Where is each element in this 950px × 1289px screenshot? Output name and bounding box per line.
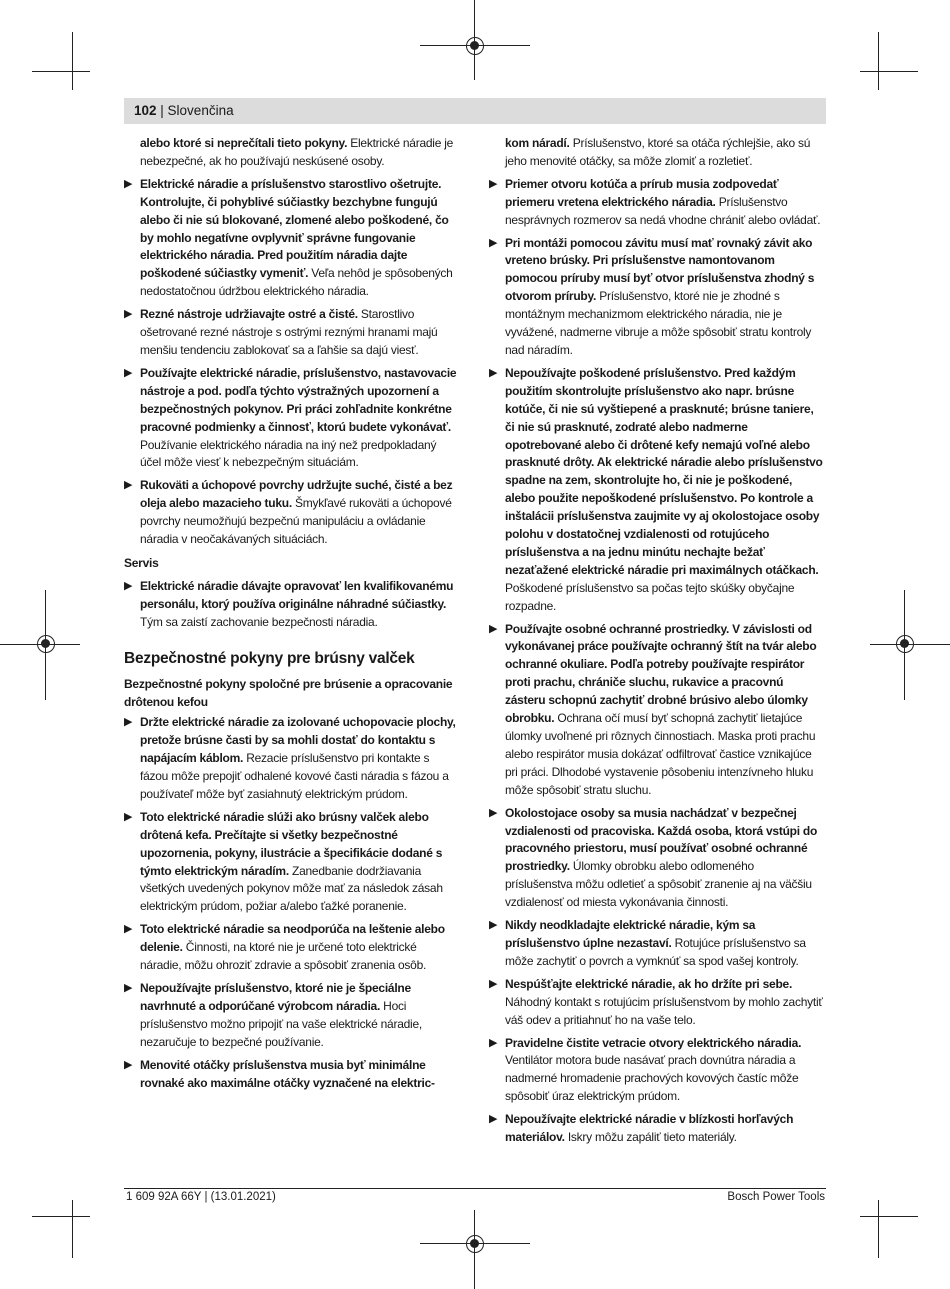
footer-brand: Bosch Power Tools — [727, 1191, 825, 1203]
bold-text: Pri montáži pomocou závitu musí mať rovnaký závit ako vreteno brúsky. Pri príslušenstve namontovanom pomocou príruby musí byť otvor príslušenstva zhodný s otvorom príruby. — [505, 235, 815, 304]
section-title: Bezpečnostné pokyny pre brúsny valček — [124, 649, 415, 667]
bullet-arrow-icon: ▶ — [489, 366, 498, 379]
bold-text: Elektrické náradie a príslušenstvo starostlivo ošetrujte. Kontrolujte, či pohyblivé súčiastky bezchybne fungujú alebo či nie sú blokované, zlomené alebo poškodené, čo by mohlo negatívne ovplyvniť správne fungovanie elektrického náradia. Pred použitím náradia dajte poškodené súčiastky vymeniť. — [140, 176, 449, 281]
body-text: Poškodené príslušenstvo sa počas tejto skúšky obyčajne rozpadne. — [505, 580, 795, 613]
bold-text: Elektrické náradie dávajte opravovať len kvalifikovanému personálu, ktorý používa originálne náhradné súčiastky. — [140, 578, 454, 611]
list-item — [489, 1035, 824, 1107]
bullet-arrow-icon: ▶ — [124, 177, 133, 190]
body-text: Príslušenstvo, ktoré sa otáča rýchlejšie, ako sú jeho menovité otáčky, sa môže zlomiť a rozletieť. — [505, 136, 811, 168]
registration-mark-icon — [896, 635, 914, 653]
registration-mark-icon — [37, 635, 55, 653]
registration-mark-icon — [466, 1235, 484, 1253]
crop-mark — [878, 32, 879, 90]
crop-mark — [860, 71, 918, 72]
list-item — [489, 976, 824, 1030]
bullet-arrow-icon: ▶ — [124, 579, 133, 592]
body-text: Iskry môžu zapáliť tieto materiály. — [564, 1130, 737, 1145]
crop-mark — [32, 71, 90, 72]
column-left — [124, 135, 459, 1097]
bullet-arrow-icon: ▶ — [489, 1113, 498, 1126]
body-text: Činnosti, na ktoré nie je určené toto elektrické náradie, môžu ohroziť zdravie a spôsobiť zranenia osôb. — [140, 940, 427, 973]
footer-doc-id: 1 609 92A 66Y | (13.01.2021) — [126, 1191, 276, 1203]
list-item — [489, 235, 824, 360]
bold-text: Priemer otvoru kotúča a prírub musia zodpovedať priemeru vretena elektrického náradia. — [505, 176, 779, 209]
registration-mark-icon — [466, 37, 484, 55]
crop-mark — [72, 32, 73, 90]
list-item — [124, 477, 459, 549]
bullet-arrow-icon: ▶ — [124, 479, 133, 492]
bullet-arrow-icon: ▶ — [124, 366, 133, 379]
body-text: Tým sa zaistí zachovanie bezpečnosti náradia. — [140, 614, 378, 629]
bullet-arrow-icon: ▶ — [124, 1058, 133, 1071]
list-item — [489, 1111, 824, 1147]
bold-text: kom náradí. — [505, 136, 570, 150]
paragraph — [489, 135, 824, 171]
page-language: Slovenčina — [167, 103, 234, 118]
page-header: 102 | Slovenčina — [134, 103, 234, 118]
list-item — [124, 365, 459, 472]
bullet-arrow-icon: ▶ — [489, 919, 498, 932]
bullet-arrow-icon: ▶ — [489, 806, 498, 819]
list-item — [124, 921, 459, 975]
bold-text: Nikdy neodkladajte elektrické náradie, kým sa príslušenstvo úplne nezastaví. — [505, 918, 756, 950]
paragraph — [124, 135, 459, 171]
crop-mark — [32, 1216, 90, 1217]
list-item — [489, 365, 824, 616]
body-text: Elektrické náradie je nebezpečné, ak ho používajú neskúsené osoby. — [140, 136, 454, 168]
bold-text: Rezné nástroje udržiavajte ostré a čisté. — [140, 307, 358, 322]
bold-text: Držte elektrické náradie za izolované uchopovacie plochy, pretože brúsne časti by sa mohli dostať do kontaktu s napájacím káblom. — [140, 715, 456, 766]
body-text: Používanie elektrického náradia na iný než predpokladaný účel môže viesť k nebezpečným situáciám. — [140, 437, 437, 470]
list-item — [124, 980, 459, 1052]
section-heading-servis: Servis — [124, 555, 159, 570]
body-text: Úlomky obrobku alebo odlomeného príslušenstva môžu odletieť a spôsobiť zranenie aj na väčšiu vzdialenosť od miesta vykonávania činnosti. — [505, 859, 812, 910]
bold-text: Toto elektrické náradie sa neodporúča na leštenie alebo delenie. — [140, 922, 445, 955]
bullet-arrow-icon: ▶ — [489, 236, 498, 249]
bullet-arrow-icon: ▶ — [489, 622, 498, 635]
bullet-arrow-icon: ▶ — [124, 923, 133, 936]
body-text: Náhodný kontakt s rotujúcim príslušenstvom by mohlo zachytiť váš odev a pritiahnuť ho na vaše telo. — [505, 994, 823, 1027]
bold-text: Používajte elektrické náradie, príslušenstvo, nastavovacie nástroje a pod. podľa týchto výstražných upozornení a bezpečnostných pokynov. Pri práci zohľadnite konkrétne pracovné podmienky a činnosť, ktorú budete vykonávať. — [140, 365, 457, 434]
bullet-arrow-icon: ▶ — [489, 977, 498, 990]
bold-text: Nepoužívajte príslušenstvo, ktoré nie je špeciálne navrhnuté a odporúčané výrobcom náradia. — [140, 980, 411, 1013]
bullet-arrow-icon: ▶ — [124, 810, 133, 823]
bullet-arrow-icon: ▶ — [489, 177, 498, 190]
bold-text: Menovité otáčky príslušenstva musia byť minimálne rovnaké ako maximálne otáčky vyznačené na elektric- — [140, 1057, 435, 1090]
bullet-arrow-icon: ▶ — [124, 716, 133, 729]
body-text: Ochrana očí musí byť schopná zachytiť lietajúce úlomky uvoľnené pri rôznych činnostiach. Maska proti prachu alebo respirátor musia dokázať odfiltrovať častice vznikajúce pri práci. Dlhodobé vystavenie pôsobeniu intenzívneho hluku môže spôsobiť stratu sluchu. — [505, 711, 816, 797]
bold-text: Rukoväti a úchopové povrchy udržujte suché, čisté a bez oleja alebo mazacieho tuku. — [140, 478, 453, 511]
bold-text: Používajte osobné ochranné prostriedky. V závislosti od vykonávanej práce používajte ochranný štít na tvár alebo ochranné okuliare. Podľa potreby používajte respirátor proti prachu, chrániče sluchu, rukavice a pracovnú zásteru schopnú zachytiť drobné brúsivo alebo úlomky obrobku. — [505, 621, 817, 726]
bullet-arrow-icon: ▶ — [489, 1036, 498, 1049]
body-text: Starostlivo ošetrované rezné nástroje s ostrými reznými hranami majú menšiu tendenciu zablokovať sa a ľahšie sa dajú viesť. — [140, 307, 438, 357]
bullet-arrow-icon: ▶ — [124, 308, 133, 321]
bold-text: Okolostojace osoby sa musia nachádzať v bezpečnej vzdialenosti od pracoviska. Každá osoba, ktorá vstúpi do pracovného priestoru, musí používať osobné ochranné prostriedky. — [505, 805, 818, 874]
list-item — [489, 917, 824, 971]
body-text: Hoci príslušenstvo možno pripojiť na vaše elektrické náradie, nezaručuje to bezpečné používanie. — [140, 998, 422, 1049]
body-text: Veľa nehôd je spôsobených nedostatočnou údržbou elektrického náradia. — [140, 266, 453, 299]
list-item — [124, 176, 459, 301]
body-text: Príslušenstvo nesprávnych rozmerov sa nedá vhodne chrániť alebo ovládať. — [505, 194, 821, 227]
body-text: Šmykľavé rukoväti a úchopové povrchy neumožňujú bezpečnú manipuláciu a ovládanie náradia v neočakávaných situáciách. — [140, 496, 452, 547]
list-item — [489, 176, 824, 230]
body-text: Ventilátor motora bude nasávať prach dovnútra náradia a nadmerné hromadenie prachových kovových častíc môže spôsobiť úraz elektrickým prúdom. — [505, 1053, 799, 1104]
list-item — [124, 809, 459, 916]
crop-mark — [860, 1216, 918, 1217]
body-text: Rezacie príslušenstvo pri kontakte s fázou môže prepojiť odhalené kovové časti náradia s fázou a používateľ môže byť zasiahnutý elektrickým prúdom. — [140, 751, 449, 801]
body-text: Zanedbanie dodržiavania všetkých uvedených pokynov môže mať za následok zásah elektrickým prúdom, požiar a/alebo ťažké poranenie. — [140, 863, 443, 914]
bold-text: alebo ktoré si neprečítali tieto pokyny. — [140, 136, 348, 150]
body-text: Príslušenstvo, ktoré nie je zhodné s montážnym mechanizmom elektrického náradia, nie je vyvážené, nadmerne vibruje a môže spôsobiť stratu kontroly nad náradím. — [505, 289, 812, 357]
crop-mark — [878, 1200, 879, 1258]
bold-text: Nepoužívajte poškodené príslušenstvo. Pred každým použitím skontrolujte príslušenstvo ako napr. brúsne kotúče, či nie sú vyštiepené a prasknuté; brúsne taniere, či nie sú prasknuté, zodraté alebo nadmerne opotrebované alebo či drôtené kefy nemajú voľné alebo prasknuté drôty. Ak elektrické náradie alebo príslušenstvo spadne na zem, skontrolujte ho, či nie je poškodené, alebo použite nepoškodené príslušenstvo. Po kontrole a inštalácii príslušenstva zaujmite vy aj okolostojace osoby polohu v dostatočnej vzdialenosti od rotujúceho príslušenstva a na jednu minútu nechajte bežať nezaťažené elektrické náradie pri maximálnych otáčkach. — [505, 365, 823, 577]
bold-text: Pravidelne čistite vetracie otvory elektrického náradia. — [505, 1035, 802, 1050]
subsection-title: Bezpečnostné pokyny spoločné pre brúsenie a opracovanie drôtenou kefou — [124, 677, 453, 710]
bold-text: Nespúšťajte elektrické náradie, ak ho držíte pri sebe. — [505, 976, 793, 991]
footer-divider — [124, 1188, 826, 1189]
bold-text: Toto elektrické náradie slúži ako brúsny valček alebo drôtená kefa. Prečítajte si všetky bezpečnostné upozornenia, pokyny, ilustrácie a špecifikácie dodané s týmto elektrickým náradím. — [140, 809, 443, 878]
list-item — [124, 578, 459, 632]
list-item — [489, 805, 824, 912]
list-item — [124, 306, 459, 360]
bold-text: Nepoužívajte elektrické náradie v blízkosti horľavých materiálov. — [505, 1112, 794, 1145]
bullet-arrow-icon: ▶ — [124, 981, 133, 994]
list-item — [489, 621, 824, 800]
column-right — [489, 135, 824, 1152]
crop-mark — [72, 1200, 73, 1258]
list-item — [124, 1057, 459, 1093]
page-number: 102 — [134, 103, 157, 118]
list-item — [124, 714, 459, 804]
body-text: Rotujúce príslušenstvo sa môže zachytiť o povrch a vymknúť sa spod vašej kontroly. — [505, 935, 806, 968]
